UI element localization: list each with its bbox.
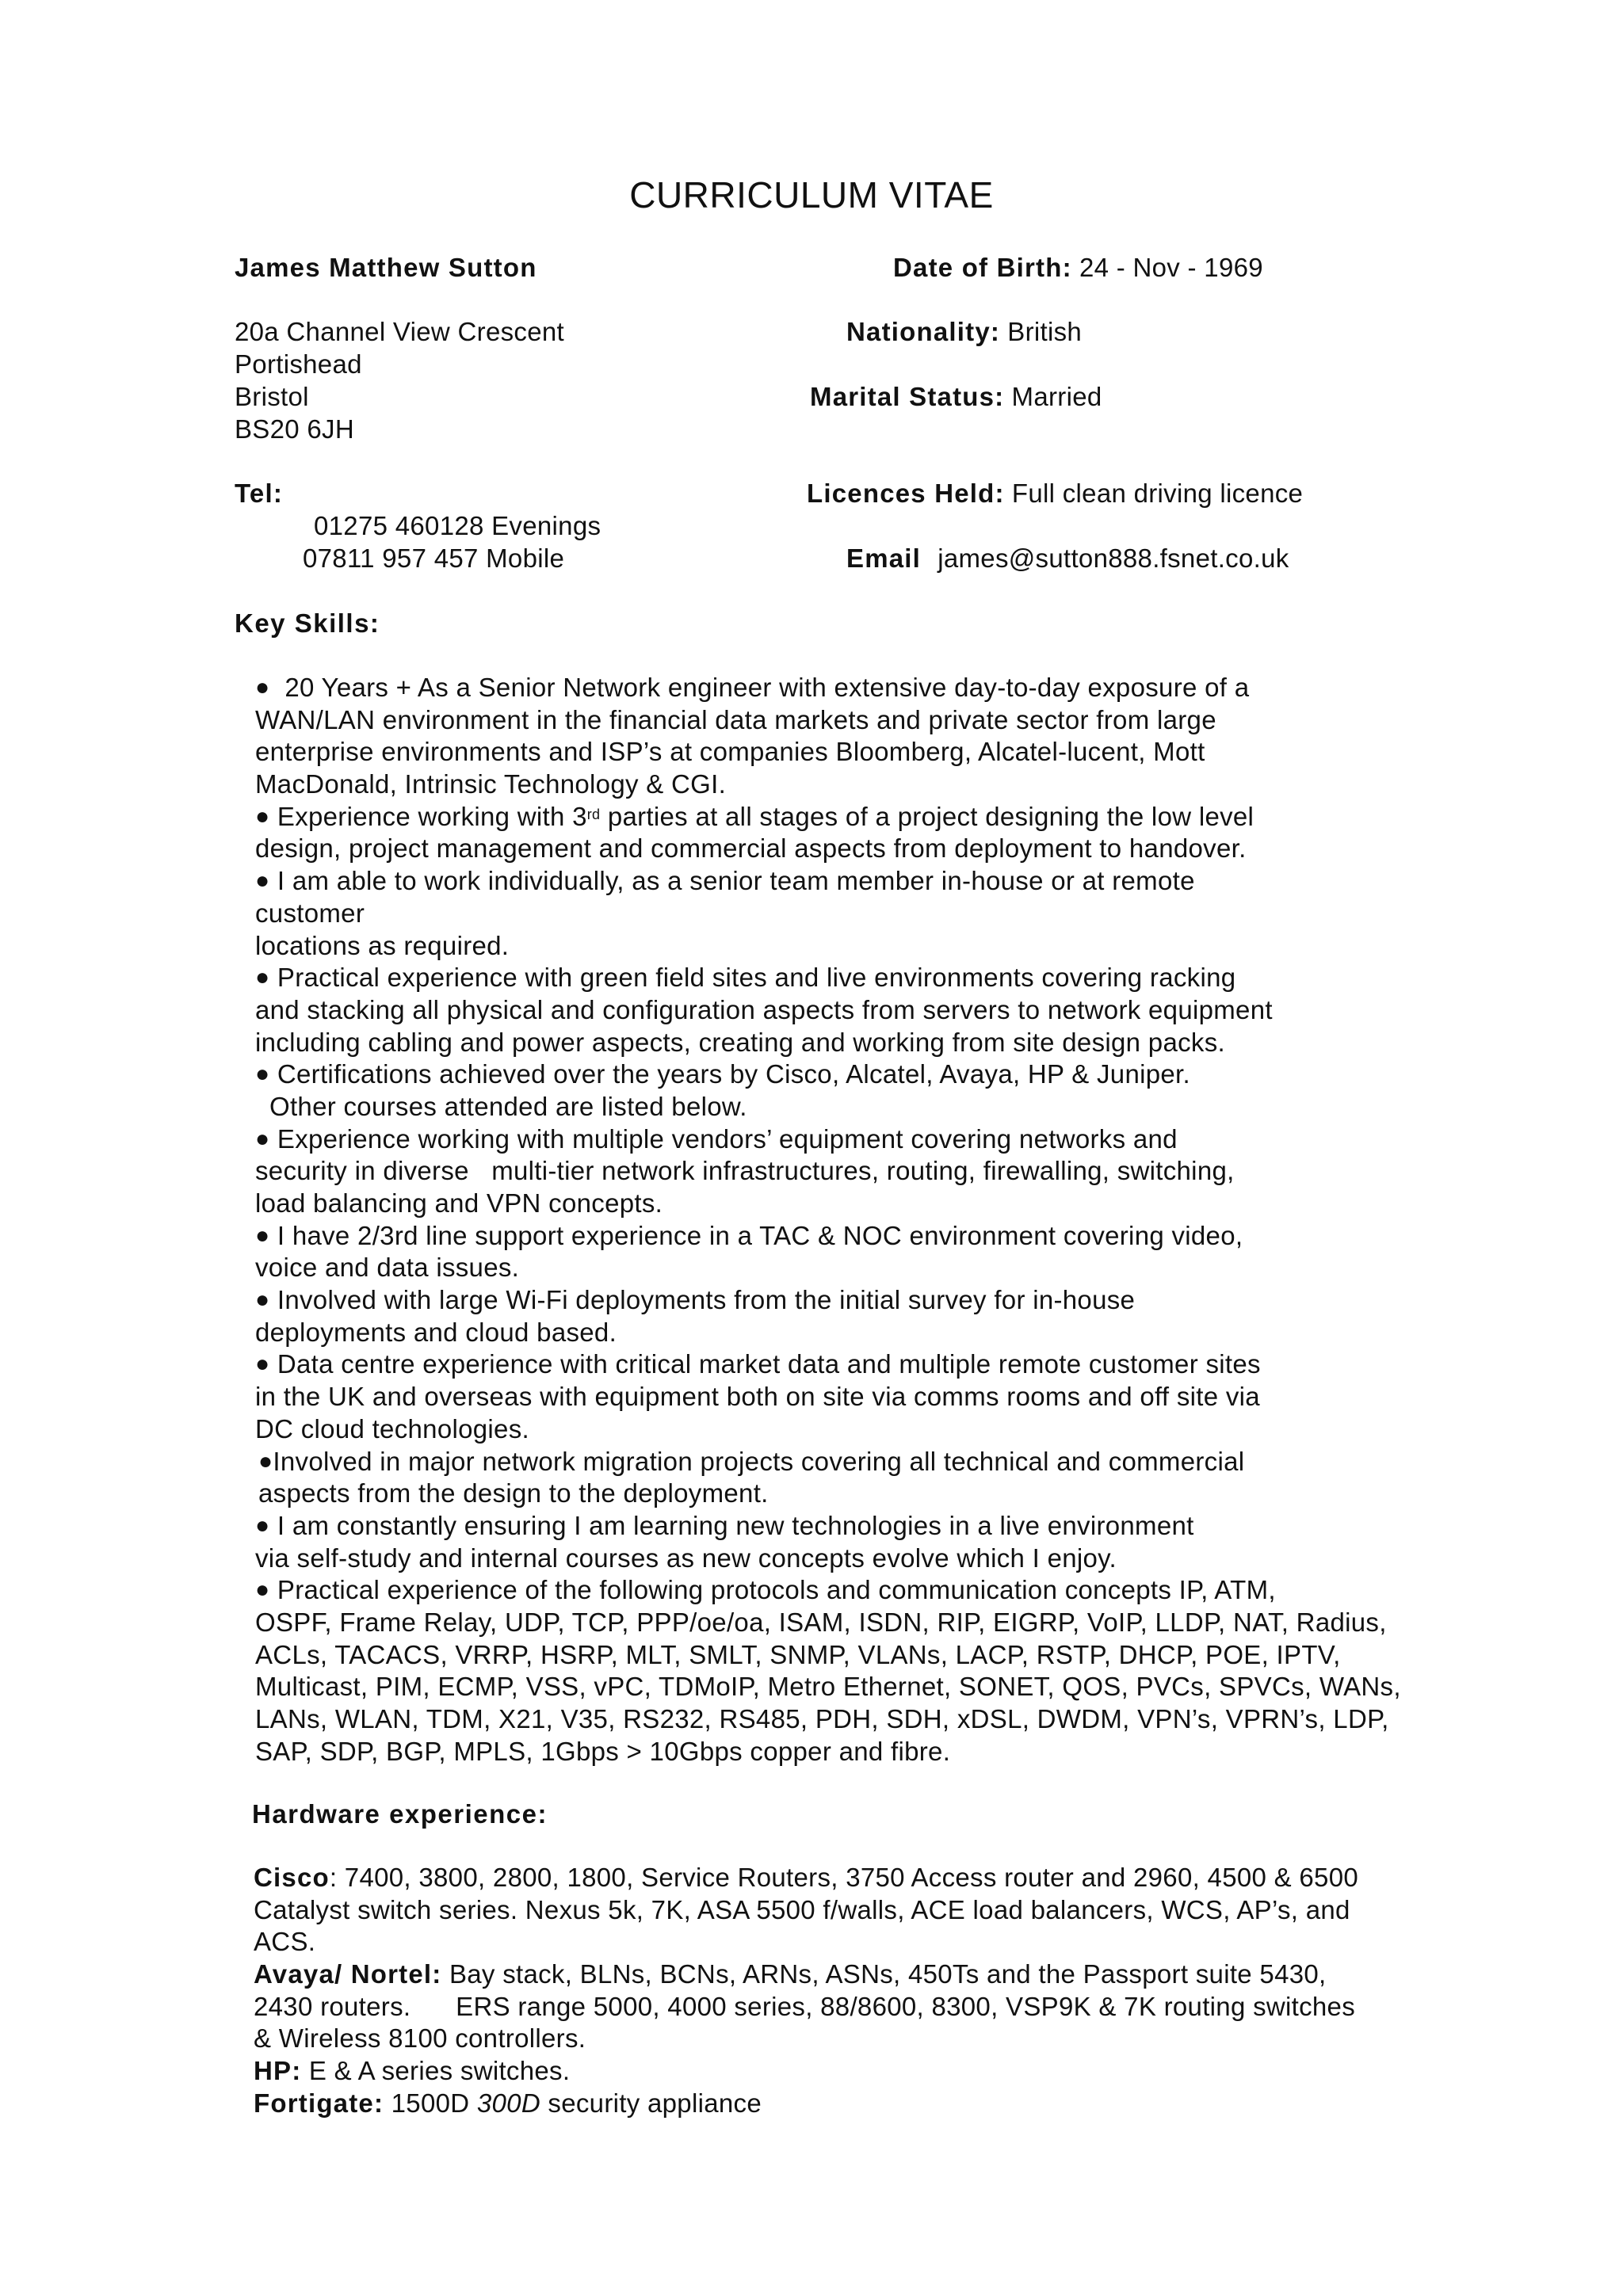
skill-line [255, 1348, 1401, 1381]
skill-line: Other courses attended are listed below. [269, 1091, 747, 1121]
skill-text: Data centre experience with critical market data and multiple remote customer sites [277, 1349, 1261, 1379]
address-line-3: Bristol [235, 382, 309, 411]
cisco-line [254, 1862, 1358, 1894]
dob-row [893, 252, 1263, 284]
skill-line [255, 1574, 1401, 1607]
skill-line [255, 1123, 1401, 1156]
avaya-text: Bay stack, BLNs, BCNs, ARNs, ASNs, 450Ts and the Passport suite 5430, [441, 1959, 1327, 1989]
hardware-heading: Hardware experience: [252, 1799, 548, 1829]
bullet-icon: ● [255, 868, 270, 894]
page-title: CURRICULUM VITAE [629, 174, 994, 215]
skill-line: WAN/LAN environment in the financial data markets and private sector from large [255, 704, 1216, 734]
avaya-line: & Wireless 8100 controllers. [254, 2023, 586, 2054]
email-row [846, 543, 1289, 574]
avaya-line: 2430 routers. ERS range 5000, 4000 series, 88/8600, 8300, VSP9K & 7K routing switches [254, 1991, 1356, 2021]
skill-text: Involved in major network migration projects covering all technical and commercial [273, 1446, 1245, 1476]
skill-line: security in diverse multi-tier network infrastructures, routing, firewalling, switching, [255, 1156, 1235, 1186]
address-line-2: Portishead [235, 349, 362, 379]
skill-line: customer [255, 898, 365, 928]
licences-row [807, 478, 1303, 509]
skill-text: Involved with large Wi-Fi deployments from the initial survey for in-house [277, 1285, 1136, 1315]
skill-text: parties at all stages of a project designing the low level [600, 801, 1254, 831]
bullet-icon: ● [255, 1577, 270, 1604]
ordinal-suffix: rd [586, 806, 601, 822]
cisco-text: : 7400, 3800, 2800, 1800, Service Routers, 3750 Access router and 2960, 4500 & 6500 [329, 1863, 1359, 1892]
bullet-icon: ● [255, 1125, 270, 1152]
skill-line [255, 1510, 1401, 1543]
skill-text: I have 2/3rd line support experience in a TAC & NOC environment covering video, [277, 1220, 1243, 1250]
skill-text: Certifications achieved over the years by Cisco, Alcatel, Avaya, HP & Juniper. [277, 1059, 1190, 1089]
bullet-icon: ● [255, 1061, 270, 1088]
nationality-label: Nationality: [846, 317, 1001, 346]
skill-line: including cabling and power aspects, creating and working from site design packs. [255, 1027, 1225, 1057]
dob-label: Date of Birth: [893, 253, 1072, 282]
tel-label: Tel: [235, 479, 284, 508]
fortigate-line [254, 2088, 1358, 2120]
cisco-label: Cisco [254, 1863, 330, 1892]
skill-line [255, 672, 1401, 704]
skill-line: aspects from the design to the deployment. [258, 1478, 769, 1508]
key-skills-heading: Key Skills: [235, 608, 380, 638]
cisco-line: ACS. [254, 1927, 316, 1957]
skill-text: Experience working with multiple vendors’ equipment covering networks and [277, 1123, 1178, 1154]
skill-line: MacDonald, Intrinsic Technology & CGI. [255, 769, 727, 799]
bullet-icon: ● [255, 1351, 270, 1378]
skill-line: voice and data issues. [255, 1253, 520, 1283]
skill-text: I am constantly ensuring I am learning new technologies in a live environment [277, 1510, 1194, 1540]
marital-row [810, 381, 1102, 413]
skill-line [255, 1058, 1401, 1091]
skill-line: locations as required. [255, 930, 510, 960]
marital-label: Marital Status: [810, 382, 1005, 411]
skill-line [255, 801, 1401, 833]
address-line-4: BS20 6JH [235, 414, 354, 444]
skill-line: via self-study and internal courses as new concepts evolve which I enjoy. [255, 1543, 1117, 1573]
skill-line [255, 865, 1401, 898]
fortigate-text: security appliance [540, 2088, 762, 2118]
licences-value: Full clean driving licence [1011, 479, 1304, 508]
skill-line: ACLs, TACACS, VRRP, HSRP, MLT, SMLT, SNMP, VLANs, LACP, RSTP, DHCP, POE, IPTV, [255, 1639, 1341, 1669]
nationality-value: British [1007, 317, 1083, 346]
hp-line [254, 2055, 1358, 2088]
cisco-line: Catalyst switch series. Nexus 5k, 7K, ASA 5500 f/walls, ACE load balancers, WCS, AP’s, and [254, 1894, 1350, 1924]
skill-line [255, 1446, 1401, 1478]
avaya-label: Avaya/ Nortel: [254, 1959, 442, 1989]
skill-text: I am able to work individually, as a senior team member in-house or at remote [277, 866, 1195, 896]
skill-text: Practical experience with green field sites and live environments covering racking [277, 963, 1236, 993]
bullet-icon: ● [255, 1287, 270, 1314]
tel-mobile: 07811 957 457 Mobile [303, 543, 565, 573]
bullet-icon: ● [255, 1222, 270, 1249]
licences-label: Licences Held: [807, 479, 1005, 508]
bullet-icon: ● [255, 964, 270, 991]
hp-text: E & A series switches. [301, 2056, 571, 2086]
skill-text: 20 Years + As a Senior Network engineer with extensive day-to-day exposure of a [285, 673, 1250, 702]
skill-line: OSPF, Frame Relay, UDP, TCP, PPP/oe/oa, ISAM, ISDN, RIP, EIGRP, VoIP, LLDP, NAT, Radius, [255, 1607, 1387, 1637]
marital-value: Married [1011, 382, 1102, 411]
skill-line: LANs, WLAN, TDM, X21, V35, RS232, RS485, PDH, SDH, xDSL, DWDM, VPN’s, VPRN’s, LDP, [255, 1704, 1389, 1733]
skill-line: DC cloud technologies. [255, 1413, 529, 1444]
email-label: Email [846, 543, 922, 573]
candidate-name: James Matthew Sutton [235, 253, 537, 282]
bullet-icon: ● [255, 1512, 270, 1539]
dob-value: 24 - Nov - 1969 [1079, 253, 1263, 282]
skill-line [255, 962, 1401, 994]
bullet-icon: ● [255, 803, 270, 830]
hp-label: HP: [254, 2056, 302, 2086]
skill-line: deployments and cloud based. [255, 1317, 617, 1347]
address-line-1: 20a Channel View Crescent [235, 317, 564, 346]
fortigate-model: 300D [476, 2088, 540, 2118]
skill-line: load balancing and VPN concepts. [255, 1188, 663, 1218]
skill-line: SAP, SDP, BGP, MPLS, 1Gbps > 10Gbps copper and fibre. [255, 1736, 951, 1766]
fortigate-label: Fortigate: [254, 2088, 384, 2118]
bullet-icon: ● [255, 674, 270, 700]
bullet-icon: ● [258, 1447, 273, 1474]
skill-line: Multicast, PIM, ECMP, VSS, vPC, TDMoIP, Metro Ethernet, SONET, QOS, PVCs, SPVCs, WANs, [255, 1672, 1401, 1702]
skill-text: Practical experience of the following protocols and communication concepts IP, ATM, [277, 1575, 1276, 1605]
skill-line: enterprise environments and ISP’s at companies Bloomberg, Alcatel-lucent, Mott [255, 737, 1205, 767]
key-skills-list [255, 672, 1401, 1768]
skill-line: in the UK and overseas with equipment both on site via comms rooms and off site via [255, 1382, 1260, 1412]
fortigate-text: 1500D [384, 2088, 477, 2118]
skill-line [255, 1284, 1401, 1317]
skill-line: design, project management and commercial aspects from deployment to handover. [255, 833, 1247, 864]
skill-line [255, 1220, 1401, 1253]
skill-text: Experience working with 3 [277, 801, 587, 831]
tel-evening: 01275 460128 Evenings [314, 511, 601, 540]
nationality-row [846, 316, 1082, 348]
hardware-list [254, 1862, 1358, 2120]
email-value: james@sutton888.fsnet.co.uk [938, 543, 1289, 573]
skill-line: and stacking all physical and configuration aspects from servers to network equipment [255, 994, 1273, 1024]
avaya-line [254, 1958, 1358, 1991]
